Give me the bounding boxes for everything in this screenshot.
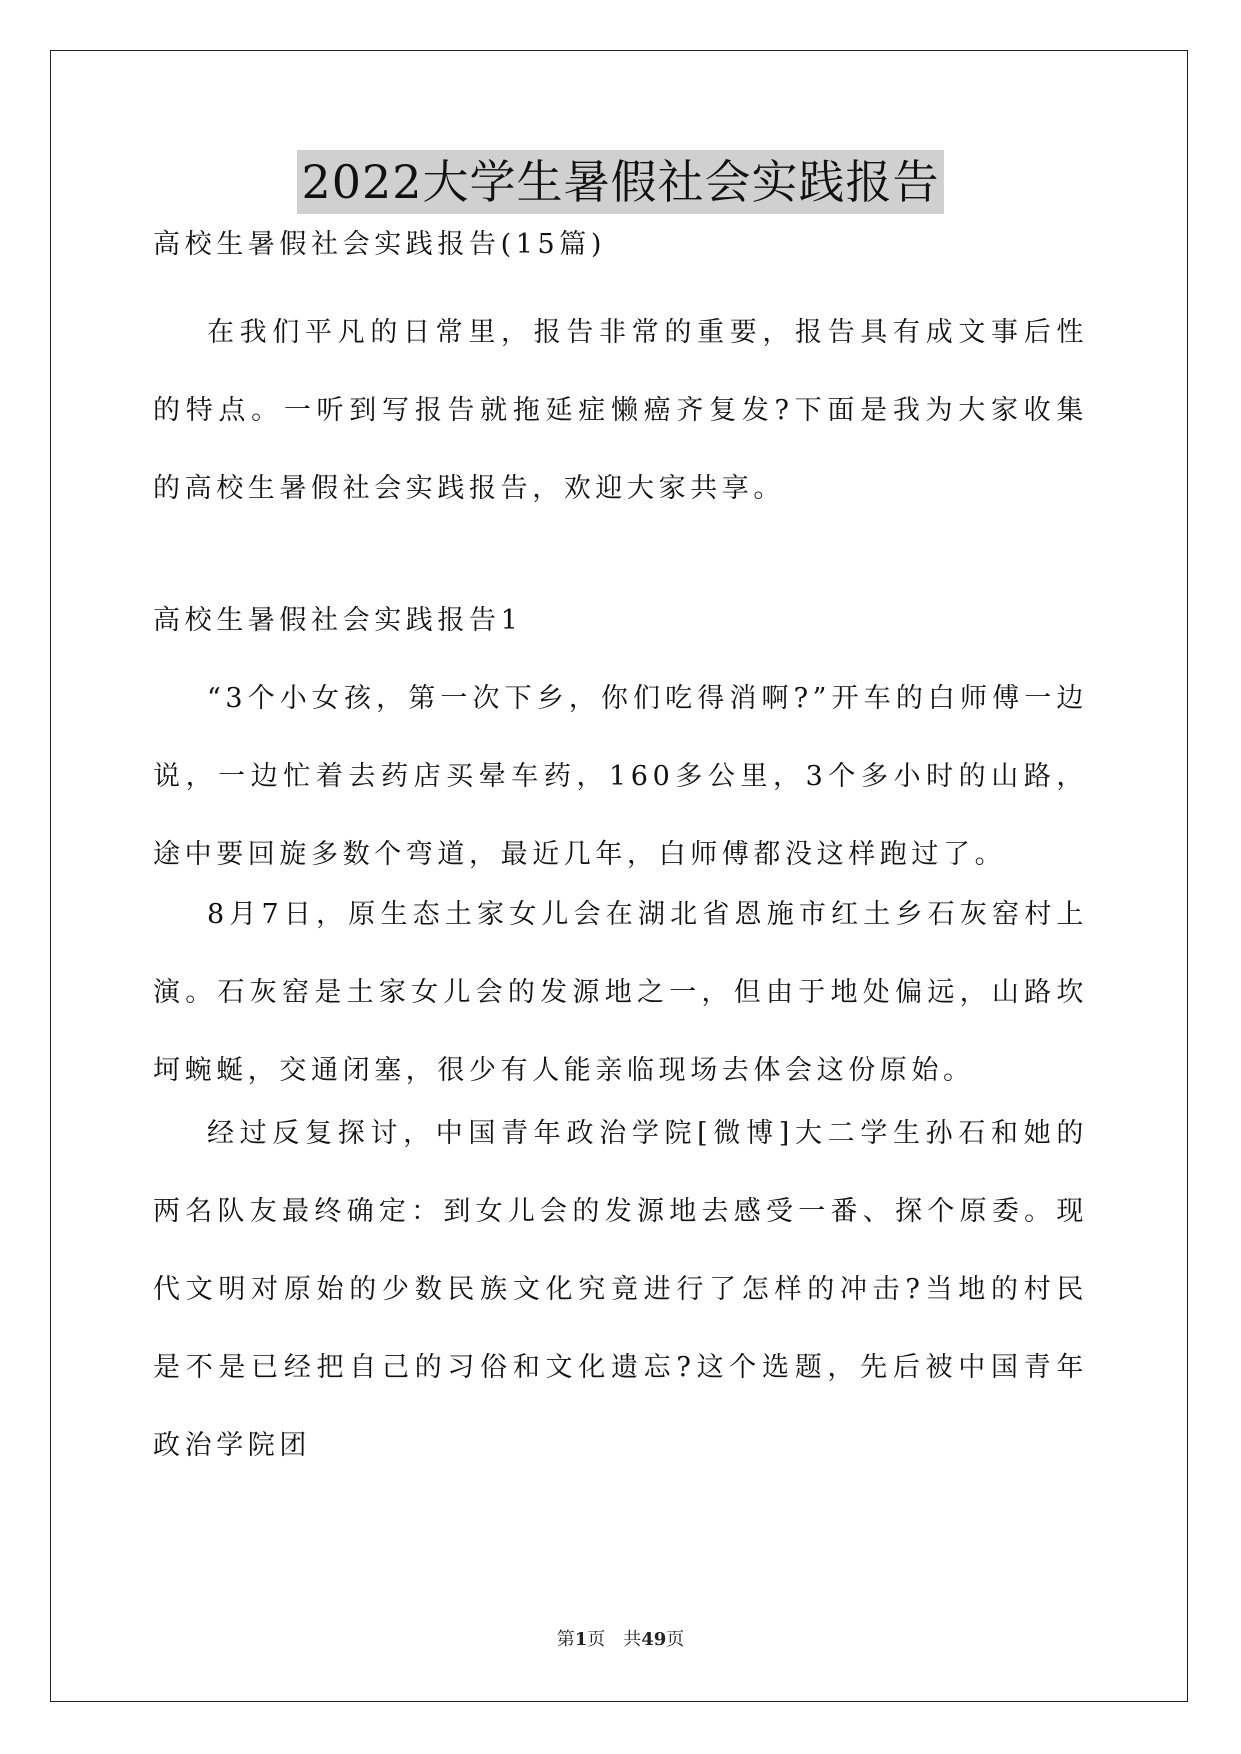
footer-total-pages: 49 (641, 1629, 667, 1650)
footer-middle: 页 共 (587, 1629, 642, 1650)
section-heading: 高校生暑假社会实践报告1 (153, 605, 523, 636)
document-subtitle: 高校生暑假社会实践报告(15篇) (153, 229, 607, 260)
body-paragraph-2: 8月7日，原生态土家女儿会在湖北省恩施市红土乡石灰窑村上演。石灰窑是土家女儿会的发源地之一，但由于地处偏远，山路坎坷蜿蜒，交通闭塞，很少有人能亲临现场去体会这份原始。 (153, 899, 1088, 1086)
footer-prefix: 第 (556, 1629, 575, 1650)
footer-suffix: 页 (666, 1629, 685, 1650)
body-paragraph-1: “3个小女孩，第一次下乡，你们吃得消啊?”开车的白师傅一边说，一边忙着去药店买晕车药，160多公里，3个多小时的山路，途中要回旋多数个弯道，最近几年，白师傅都没这样跑过了。 (153, 683, 1088, 870)
intro-paragraph: 在我们平凡的日常里，报告非常的重要，报告具有成文事后性的特点。一听到写报告就拖延症懒癌齐复发?下面是我为大家收集的高校生暑假社会实践报告，欢迎大家共享。 (153, 317, 1088, 504)
title-container (0, 150, 1241, 214)
page-footer (0, 1625, 1241, 1651)
footer-page-number: 1 (574, 1629, 588, 1650)
body-paragraph-3: 经过反复探讨，中国青年政治学院[微博]大二学生孙石和她的两名队友最终确定：到女儿会的发源地去感受一番、探个原委。现代文明对原始的少数民族文化究竟进行了怎样的冲击?当地的村民是不是已经把自己的习俗和文化遗忘?这个选题，先后被中国青年政治学院团 (153, 1118, 1088, 1461)
document-title: 2022大学生暑假社会实践报告 (297, 150, 943, 214)
